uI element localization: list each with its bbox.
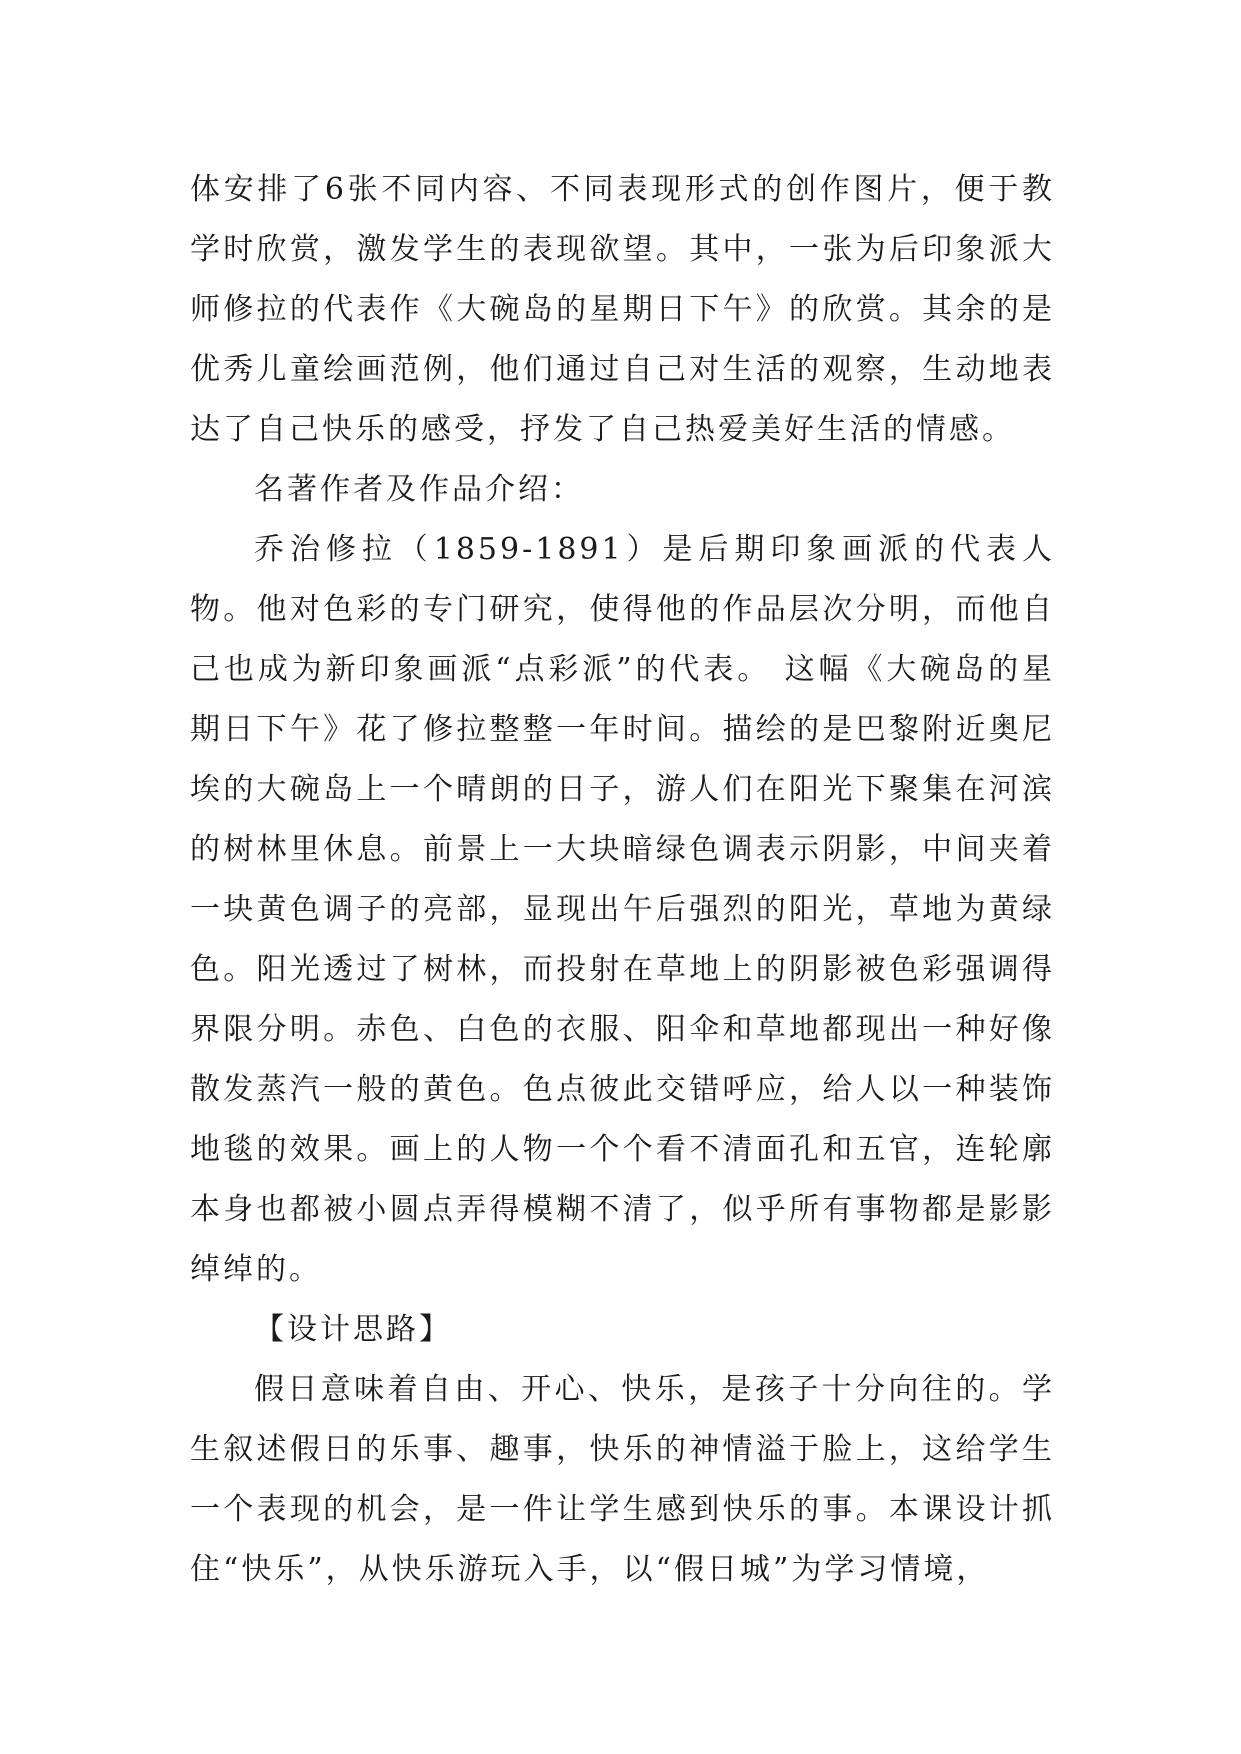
paragraph-seurat: 乔治修拉（1859-1891）是后期印象画派的代表人物。他对色彩的专门研究，使得他的作品层次分明，而他自己也成为新印象画派“点彩派”的代表。 这幅《大碗岛的星期日下午》花了修拉整整一年时间。描绘的是巴黎附近奥尼埃的大碗岛上一个晴朗的日子，游人们在阳光下聚集在河滨的树林里休息。前景上一大块暗绿色调表示阴影，中间夹着一块黄色调子的亮部，显现出午后强烈的阳光，草地为黄绿色。阳光透过了树林，而投射在草地上的阴影被色彩强调得界限分明。赤色、白色的衣服、阳伞和草地都现出一种好像散发蒸汽一般的黄色。色点彼此交错呼应，给人以一种装饰地毯的效果。画上的人物一个个看不清面孔和五官，连轮廓本身也都被小圆点弄得模糊不清了，似乎所有事物都是影影绰绰的。 <box>190 532 1055 1287</box>
paragraph-heading-author-intro: 名著作者及作品介绍： <box>254 472 584 507</box>
body-text <box>190 160 1055 1600</box>
section-heading-design: 【设计思路】 <box>254 1312 452 1347</box>
paragraph-design: 假日意味着自由、开心、快乐，是孩子十分向往的。学生叙述假日的乐事、趣事，快乐的神情溢于脸上，这给学生一个表现的机会，是一件让学生感到快乐的事。本课设计抓住“快乐”，从快乐游玩入手，以“假日城”为学习情境， <box>190 1372 1055 1587</box>
paragraph-intro: 体安排了6张不同内容、不同表现形式的创作图片，便于教学时欣赏，激发学生的表现欲望。其中，一张为后印象派大师修拉的代表作《大碗岛的星期日下午》的欣赏。其余的是优秀儿童绘画范例，他们通过自己对生活的观察，生动地表达了自己快乐的感受，抒发了自己热爱美好生活的情感。 <box>190 172 1055 447</box>
